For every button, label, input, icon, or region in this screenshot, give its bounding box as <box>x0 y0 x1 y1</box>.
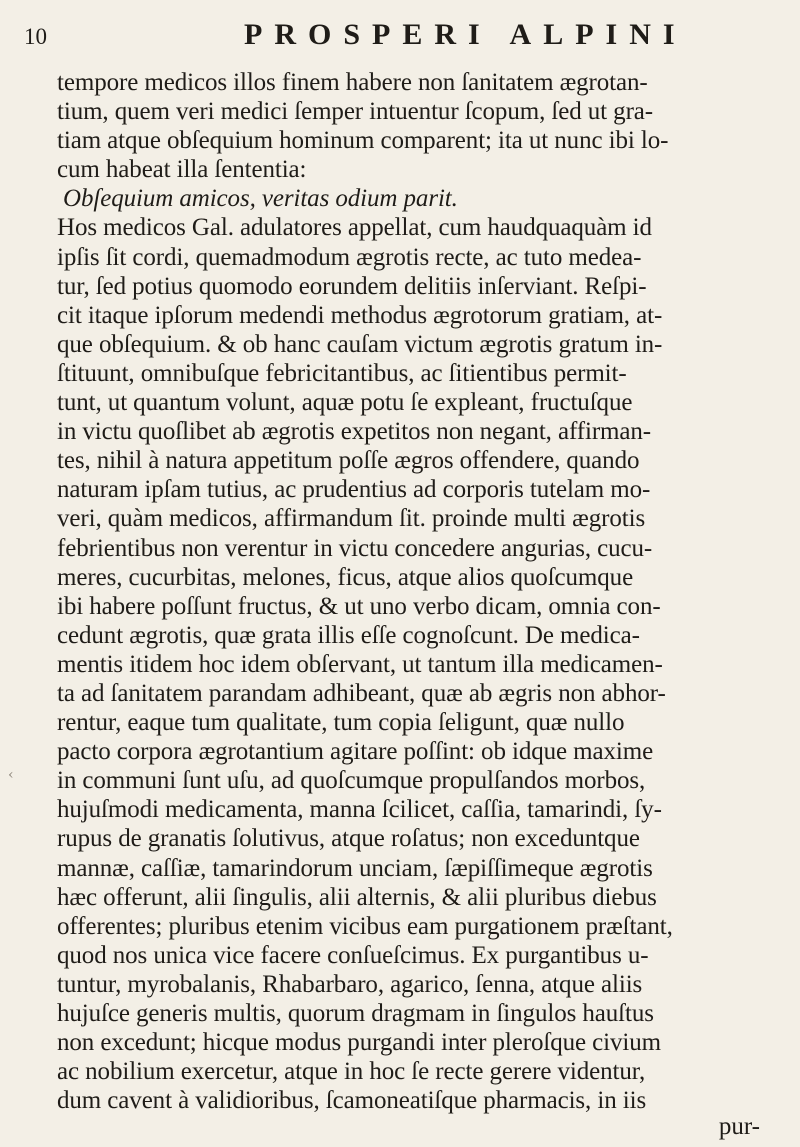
text-line: pacto corpora ægrotantium agitare poſſint: ob idque maxime <box>57 738 654 766</box>
text-line: meres, cucurbitas, melones, ficus, atque alios quoſcumque <box>57 563 634 591</box>
text-line: tes, nihil à natura appetitum poſſe ægros offendere, quando <box>57 447 640 475</box>
text-line: rentur, eaque tum qualitate, tum copia ſeligunt, quæ nullo <box>57 709 625 737</box>
text-line: in victu quoſlibet ab ægrotis expetitos non negant, affirman- <box>57 418 652 446</box>
text-line: hujuſmodi medicamenta, manna ſcilicet, caſſia, tamarindi, ſy- <box>57 796 662 824</box>
text-line: quod nos unica vice facere conſueſcimus. Ex purgantibus u- <box>57 941 649 969</box>
margin-mark: ‹ <box>8 767 14 783</box>
text-line: cit itaque ipſorum medendi methodus ægrotorum gratiam, at- <box>57 301 663 329</box>
text-line: non excedunt; hicque modus purgandi inter pleroſque civium <box>57 1029 662 1057</box>
text-line: que obſequium. & ob hanc cauſam victum ægrotis gratum in- <box>57 330 663 358</box>
text-line: hujuſce generis multis, quorum dragmam in ſingulos hauſtus <box>57 1000 654 1027</box>
text-line: tuntur, myrobalanis, Rhabarbaro, agarico, ſenna, atque aliis <box>57 970 643 998</box>
text-line: tur, ſed potius quomodo eorundem delitiis inſerviant. Reſpi- <box>57 272 647 300</box>
text-line: cedunt ægrotis, quæ grata illis eſſe cognoſcunt. De medica- <box>57 621 640 649</box>
text-line: ipſis ſit cordi, quemadmodum ægrotis recte, ac tuto medea- <box>57 243 642 271</box>
text-line: Hos medicos Gal. adulatores appellat, cum haudquaquàm id <box>57 214 652 242</box>
quoted-sentence: Obſequium amicos, veritas odium parit. <box>63 185 458 213</box>
text-line: dum cavent à validioribus, ſcamoneatiſque pharmacis, in iis <box>57 1087 647 1115</box>
text-line: tunt, ut quantum volunt, aquæ potu ſe expleant, fructuſque <box>57 389 633 417</box>
text-line: mentis itidem hoc idem obſervant, ut tantum illa medicamen- <box>57 650 663 678</box>
text-line: ibi habere poſſunt fructus, & ut uno verbo dicam, omnia con- <box>57 592 661 620</box>
text-line: mannæ, caſſiæ, tamarindorum unciam, ſæpiſſimeque ægrotis <box>57 854 653 882</box>
text-line: veri, quàm medicos, affirmandum ſit. proinde multi ægrotis <box>57 505 646 533</box>
text-line: rupus de granatis ſolutivus, atque roſatus; non exceduntque <box>57 825 640 853</box>
body-text <box>57 68 772 1115</box>
text-line: febrientibus non verentur in victu concedere angurias, cucu- <box>57 534 653 562</box>
text-line: in communi ſunt uſu, ad quoſcumque propulſandos morbos, <box>57 767 646 795</box>
catchword: pur- <box>718 1113 760 1140</box>
text-line: hæc offerunt, alii ſingulis, alii alternis, & alii pluribus diebus <box>57 883 657 911</box>
text-line: tempore medicos illos finem habere non ſanitatem ægrotan- <box>57 69 648 96</box>
text-line: ta ad ſanitatem parandam adhibeant, quæ ab ægris non abhor- <box>57 679 666 707</box>
text-line: ac nobilium exercetur, atque in hoc ſe recte gerere videntur, <box>57 1058 646 1086</box>
text-line: offerentes; pluribus etenim vicibus eam purgationem præſtant, <box>57 912 673 940</box>
text-line: ſtituunt, omnibuſque febricitantibus, ac ſitientibus permit- <box>57 359 627 387</box>
text-line: naturam ipſam tutius, ac prudentius ad corporis tutelam mo- <box>57 476 651 504</box>
running-head: PROSPERI ALPINI <box>244 18 687 51</box>
text-line: tium, quem veri medici ſemper intuentur ſcopum, ſed ut gra- <box>57 98 654 126</box>
page-header <box>24 18 760 58</box>
text-line: tiam atque obſequium hominum comparent; ita ut nunc ibi lo- <box>57 127 669 155</box>
page-number: 10 <box>24 24 47 49</box>
text-line: cum habeat illa ſententia: <box>57 156 307 184</box>
